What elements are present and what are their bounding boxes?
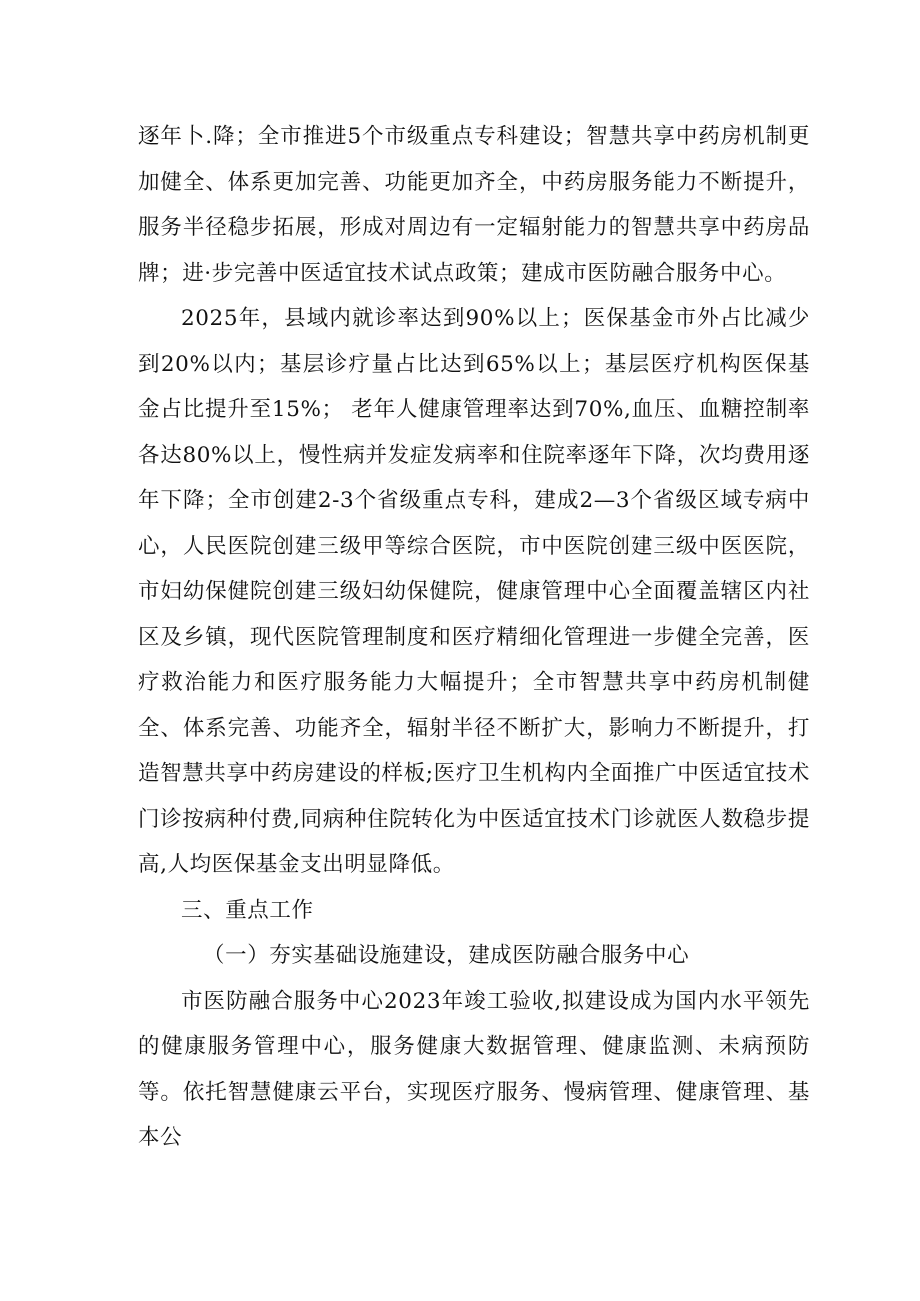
paragraph-2025-goals: 2025年，县域内就诊率达到90%以上；医保基金市外占比减少到20%以内；基层诊疗量占比达到65%以上；基层医疗机构医保基金占比提升至15%； 老年人健康管理率达到70%,血压、血糖控制率各达80%以上，慢性病并发症发病率和住院率逐年下降，次均费用逐年下降；全市创建2-3个省级重点专科，建成2—3个省级区域专病中心，人民医院创建三级甲等综合医院，市中医院创建三级中医医院，市妇幼保健院创建三级妇幼保健院，健康管理中心全面覆盖辖区内社区及乡镇，现代医院管理制度和医疗精细化管理进一步健全完善，医疗救治能力和医疗服务能力大幅提升；全市智慧共享中药房机制健全、体系完善、功能齐全，辐射半径不断扩大，影响力不断提升，打造智慧共享中药房建设的样板;医疗卫生机构内全面推广中医适宜技术门诊按病种付费,同病种住院转化为中医适宜技术门诊就医人数稳步提高,人均医保基金支出明显降低。 — [138, 306, 810, 877]
paragraph-goals-continued: 逐年卜.降；全市推进5个市级重点专科建设；智慧共享中药房机制更加健全、体系更加完善、功能更加齐全，中药房服务能力不断提升，服务半径稳步拓展，形成对周边有一定辐射能力的智慧共享中药房品牌；进·步完善中医适宜技术试点政策；建成市医防融合服务中心。 — [138, 124, 810, 286]
paragraph-service-center: 市医防融合服务中心2023年竣工验收,拟建设成为国内水平领先的健康服务管理中心，服务健康大数据管理、健康监测、未病预防等。依托智慧健康云平台，实现医疗服务、慢病管理、健康管理、基本公 — [138, 988, 810, 1150]
section-heading: 三、重点工作 — [181, 897, 314, 923]
subsection-heading: （一）夯实基础设施建设，建成医防融合服务中心 — [203, 943, 690, 968]
